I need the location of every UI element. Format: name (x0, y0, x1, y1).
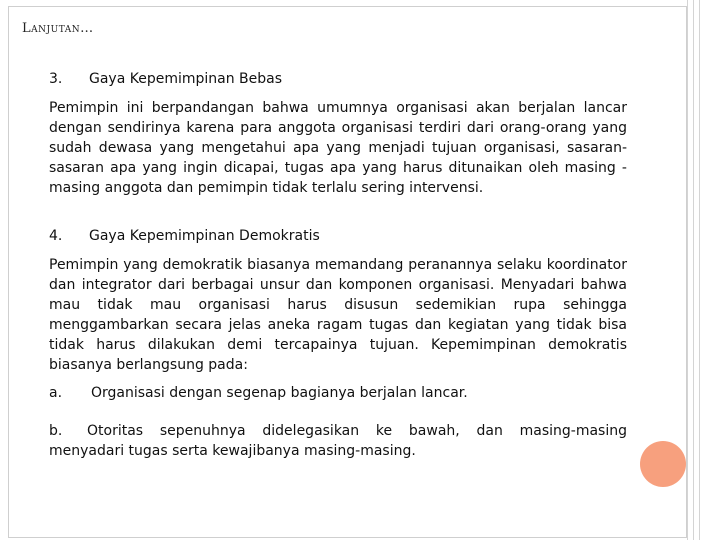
section-3 (49, 69, 627, 198)
decorative-rail-line (687, 0, 688, 540)
list-item-a (49, 383, 627, 403)
slide-title: Lanjutan… (22, 21, 94, 36)
list-item-text: Organisasi dengan segenap bagianya berjalan lancar. (91, 385, 468, 401)
list-item-label: b. (49, 423, 63, 439)
section-heading-text: Gaya Kepemimpinan Bebas (89, 71, 283, 87)
list-item-text: Otoritas sepenuhnya didelegasikan ke bawah, dan masing-masing menyadari tugas serta kewajibanya masing-masing. (49, 423, 627, 459)
list-item-b (49, 421, 627, 461)
list-item-label: a. (49, 385, 63, 401)
section-paragraph: Pemimpin ini berpandangan bahwa umumnya organisasi akan berjalan lancar dengan sendirinya karena para anggota organisasi terdiri dari orang-orang yang sudah dewasa yang mengetahui apa yang menjadi tujuan organisasi, sasaran-sasaran apa yang ingin dicapai, tugas apa yang harus ditunaikan oleh masing -masing anggota dan pemimpin tidak terlalu sering intervensi. (49, 100, 627, 196)
slide-content (49, 69, 627, 489)
decorative-orange-circle (640, 441, 686, 487)
section-heading-text: Gaya Kepemimpinan Demokratis (89, 228, 320, 244)
section-heading (49, 69, 627, 89)
section-paragraph: Pemimpin yang demokratik biasanya memandang peranannya selaku koordinator dan integrator dari berbagai unsur dan komponen organisasi. Menyadari bahwa mau tidak mau organisasi harus disusun sedemikian rupa sehingga menggambarkan secara jelas aneka ragam tugas dan kegiatan yang tidak bisa tidak harus dilakukan demi tercapainya tujuan. Kepemimpinan demokratis biasanya berlangsung pada: (49, 257, 627, 373)
section-number: 4. (49, 228, 63, 244)
decorative-rail-line (693, 0, 694, 540)
section-heading (49, 226, 627, 246)
decorative-rail-line (699, 0, 700, 540)
section-number: 3. (49, 71, 63, 87)
section-4 (49, 226, 627, 461)
